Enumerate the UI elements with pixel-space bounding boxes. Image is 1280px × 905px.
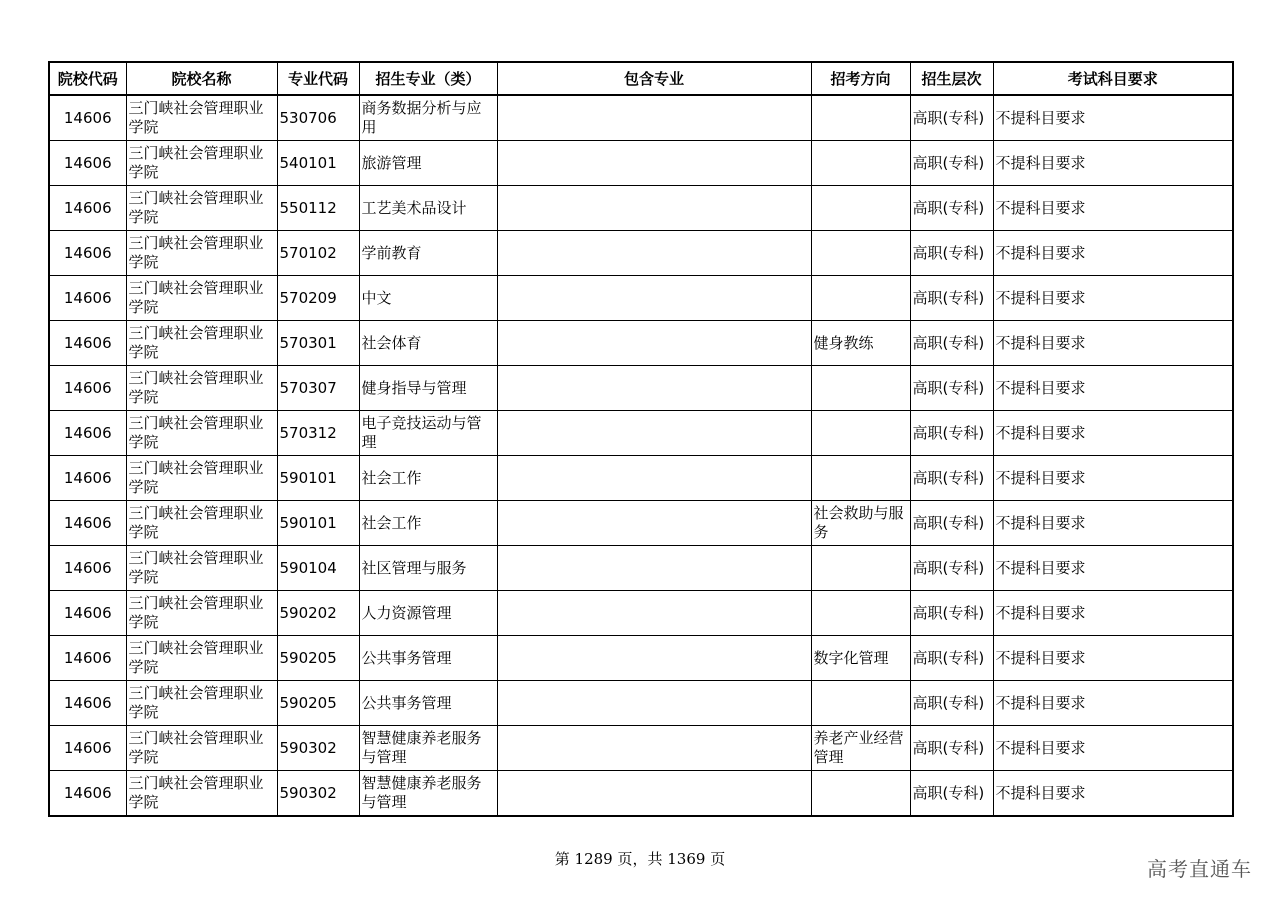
direction-cell [811,276,910,321]
major-code-cell: 530706 [277,95,359,141]
level-cell: 高职(专科) [910,321,993,366]
table-row [49,681,1233,726]
included-majors-cell [497,186,811,231]
watermark: 高考直通车 [1147,857,1252,881]
major-code-cell: 550112 [277,186,359,231]
school-name-cell: 三门峡社会管理职业学院 [126,681,277,726]
table-row [49,231,1233,276]
direction-cell [811,456,910,501]
school-name-cell: 三门峡社会管理职业学院 [126,276,277,321]
table-body [49,95,1233,816]
direction-cell [811,771,910,817]
requirement-cell: 不提科目要求 [993,546,1233,591]
requirement-cell: 不提科目要求 [993,231,1233,276]
header-included-majors: 包含专业 [497,62,811,95]
major-cell: 商务数据分析与应用 [359,95,497,141]
header-requirement: 考试科目要求 [993,62,1233,95]
included-majors-cell [497,95,811,141]
admissions-table [48,61,1234,817]
school-code-cell: 14606 [49,636,126,681]
included-majors-cell [497,321,811,366]
school-code-cell: 14606 [49,231,126,276]
table-row [49,636,1233,681]
direction-cell [811,95,910,141]
level-cell: 高职(专科) [910,95,993,141]
header-direction: 招考方向 [811,62,910,95]
major-cell: 公共事务管理 [359,681,497,726]
direction-cell [811,231,910,276]
school-code-cell: 14606 [49,366,126,411]
table-row [49,321,1233,366]
header-school-code: 院校代码 [49,62,126,95]
requirement-cell: 不提科目要求 [993,591,1233,636]
school-name-cell: 三门峡社会管理职业学院 [126,141,277,186]
included-majors-cell [497,591,811,636]
school-name-cell: 三门峡社会管理职业学院 [126,501,277,546]
school-code-cell: 14606 [49,771,126,817]
school-code-cell: 14606 [49,501,126,546]
level-cell: 高职(专科) [910,501,993,546]
requirement-cell: 不提科目要求 [993,276,1233,321]
major-cell: 公共事务管理 [359,636,497,681]
table-row [49,95,1233,141]
level-cell: 高职(专科) [910,771,993,817]
school-name-cell: 三门峡社会管理职业学院 [126,546,277,591]
requirement-cell: 不提科目要求 [993,141,1233,186]
school-code-cell: 14606 [49,95,126,141]
school-code-cell: 14606 [49,591,126,636]
major-cell: 中文 [359,276,497,321]
school-name-cell: 三门峡社会管理职业学院 [126,366,277,411]
major-cell: 学前教育 [359,231,497,276]
level-cell: 高职(专科) [910,411,993,456]
major-cell: 社区管理与服务 [359,546,497,591]
school-code-cell: 14606 [49,456,126,501]
table-row [49,501,1233,546]
requirement-cell: 不提科目要求 [993,501,1233,546]
header-major: 招生专业（类） [359,62,497,95]
school-name-cell: 三门峡社会管理职业学院 [126,591,277,636]
major-code-cell: 590101 [277,456,359,501]
table-row [49,591,1233,636]
included-majors-cell [497,636,811,681]
direction-cell: 健身教练 [811,321,910,366]
included-majors-cell [497,546,811,591]
level-cell: 高职(专科) [910,141,993,186]
level-cell: 高职(专科) [910,366,993,411]
direction-cell: 养老产业经营管理 [811,726,910,771]
major-cell: 智慧健康养老服务与管理 [359,771,497,817]
direction-cell [811,546,910,591]
included-majors-cell [497,726,811,771]
table-header-row [49,62,1233,95]
requirement-cell: 不提科目要求 [993,366,1233,411]
major-cell: 智慧健康养老服务与管理 [359,726,497,771]
school-code-cell: 14606 [49,681,126,726]
requirement-cell: 不提科目要求 [993,636,1233,681]
major-code-cell: 570301 [277,321,359,366]
direction-cell: 数字化管理 [811,636,910,681]
level-cell: 高职(专科) [910,546,993,591]
included-majors-cell [497,276,811,321]
major-cell: 工艺美术品设计 [359,186,497,231]
school-name-cell: 三门峡社会管理职业学院 [126,771,277,817]
school-name-cell: 三门峡社会管理职业学院 [126,456,277,501]
table-row [49,726,1233,771]
requirement-cell: 不提科目要求 [993,456,1233,501]
major-code-cell: 590205 [277,681,359,726]
direction-cell [811,411,910,456]
header-school-name: 院校名称 [126,62,277,95]
level-cell: 高职(专科) [910,231,993,276]
requirement-cell: 不提科目要求 [993,726,1233,771]
school-name-cell: 三门峡社会管理职业学院 [126,636,277,681]
major-cell: 旅游管理 [359,141,497,186]
included-majors-cell [497,366,811,411]
school-name-cell: 三门峡社会管理职业学院 [126,726,277,771]
requirement-cell: 不提科目要求 [993,681,1233,726]
table-row [49,276,1233,321]
school-code-cell: 14606 [49,321,126,366]
school-code-cell: 14606 [49,141,126,186]
major-code-cell: 590104 [277,546,359,591]
major-code-cell: 570209 [277,276,359,321]
direction-cell [811,681,910,726]
requirement-cell: 不提科目要求 [993,95,1233,141]
level-cell: 高职(专科) [910,681,993,726]
direction-cell [811,186,910,231]
level-cell: 高职(专科) [910,726,993,771]
included-majors-cell [497,501,811,546]
requirement-cell: 不提科目要求 [993,771,1233,817]
level-cell: 高职(专科) [910,636,993,681]
major-code-cell: 590205 [277,636,359,681]
major-code-cell: 540101 [277,141,359,186]
included-majors-cell [497,456,811,501]
school-code-cell: 14606 [49,186,126,231]
school-code-cell: 14606 [49,546,126,591]
school-code-cell: 14606 [49,411,126,456]
major-code-cell: 590302 [277,726,359,771]
school-name-cell: 三门峡社会管理职业学院 [126,231,277,276]
requirement-cell: 不提科目要求 [993,411,1233,456]
major-cell: 健身指导与管理 [359,366,497,411]
level-cell: 高职(专科) [910,591,993,636]
major-cell: 社会体育 [359,321,497,366]
included-majors-cell [497,141,811,186]
included-majors-cell [497,771,811,817]
school-code-cell: 14606 [49,726,126,771]
included-majors-cell [497,231,811,276]
major-code-cell: 590101 [277,501,359,546]
table-row [49,546,1233,591]
page-number: 第 1289 页，共 1369 页 [554,850,726,868]
major-code-cell: 570307 [277,366,359,411]
direction-cell [811,366,910,411]
major-code-cell: 570102 [277,231,359,276]
header-level: 招生层次 [910,62,993,95]
school-name-cell: 三门峡社会管理职业学院 [126,186,277,231]
table-row [49,186,1233,231]
header-major-code: 专业代码 [277,62,359,95]
table-row [49,141,1233,186]
included-majors-cell [497,681,811,726]
school-code-cell: 14606 [49,276,126,321]
major-code-cell: 570312 [277,411,359,456]
requirement-cell: 不提科目要求 [993,186,1233,231]
major-cell: 人力资源管理 [359,591,497,636]
requirement-cell: 不提科目要求 [993,321,1233,366]
major-cell: 社会工作 [359,456,497,501]
school-name-cell: 三门峡社会管理职业学院 [126,95,277,141]
table-row [49,411,1233,456]
table-row [49,366,1233,411]
major-cell: 电子竞技运动与管理 [359,411,497,456]
level-cell: 高职(专科) [910,456,993,501]
school-name-cell: 三门峡社会管理职业学院 [126,321,277,366]
direction-cell [811,141,910,186]
school-name-cell: 三门峡社会管理职业学院 [126,411,277,456]
table-row [49,771,1233,817]
level-cell: 高职(专科) [910,276,993,321]
included-majors-cell [497,411,811,456]
direction-cell [811,591,910,636]
major-cell: 社会工作 [359,501,497,546]
table-row [49,456,1233,501]
level-cell: 高职(专科) [910,186,993,231]
direction-cell: 社会救助与服务 [811,501,910,546]
major-code-cell: 590202 [277,591,359,636]
major-code-cell: 590302 [277,771,359,817]
